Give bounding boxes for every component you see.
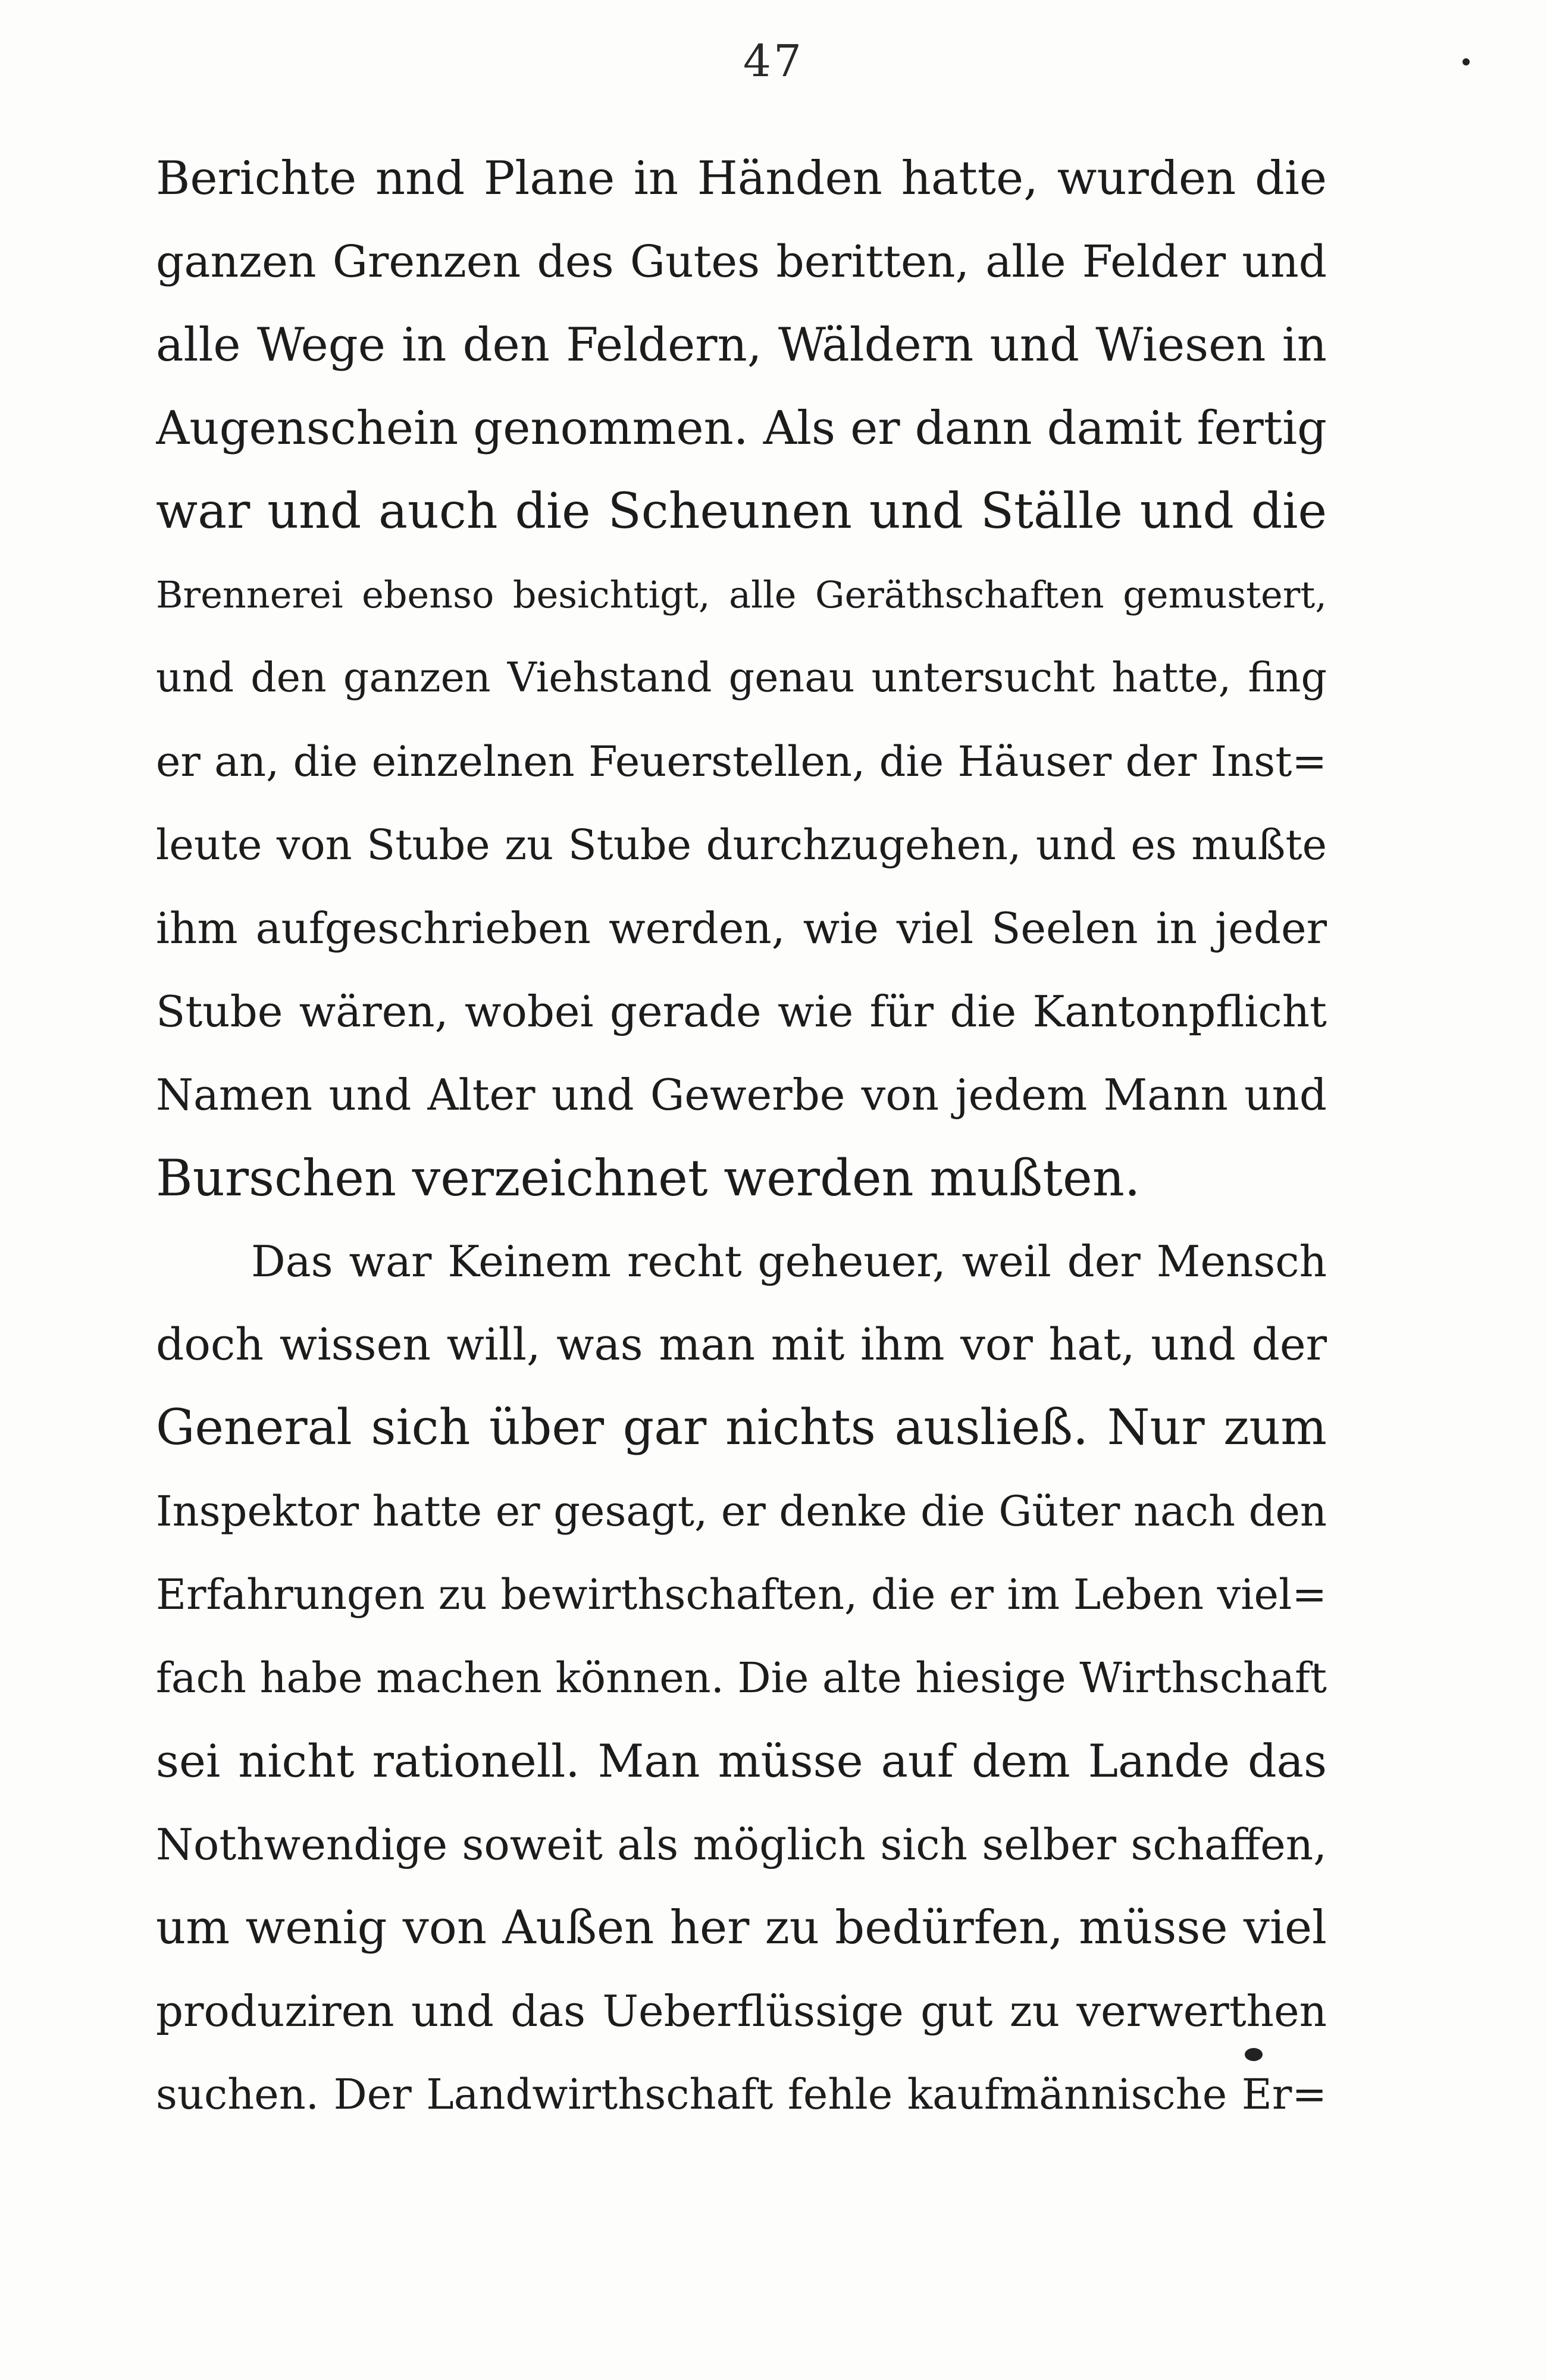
text-line: Brennerei ebenso besichtigt, alle Geräthschaften gemustert, xyxy=(156,573,1327,616)
paragraph xyxy=(156,1220,1327,2136)
text-line: suchen. Der Landwirthschaft fehle kaufmännische Er= xyxy=(156,2070,1327,2119)
text-line: Augenschein genommen. Als er dann damit fertig xyxy=(156,402,1327,455)
body-text xyxy=(156,137,1327,2136)
text-line: Burschen verzeichnet werden mußten. xyxy=(156,1149,1141,1207)
text-line: Namen und Alter und Gewerbe von jedem Mann und xyxy=(156,1070,1327,1120)
text-line: um wenig von Außen her zu bedürfen, müsse viel xyxy=(156,1901,1327,1955)
text-line: Berichte nnd Plane in Händen hatte, wurden die xyxy=(156,152,1327,205)
text-line: war und auch die Scheunen und Ställe und die xyxy=(156,483,1327,540)
text-line: General sich über gar nichts ausließ. Nur zum xyxy=(156,1399,1327,1456)
text-line: und den ganzen Viehstand genau untersucht hatte, fing xyxy=(156,654,1327,702)
text-line: sei nicht rationell. Man müsse auf dem Lande das xyxy=(156,1734,1327,1787)
text-line: Nothwendige soweit als möglich sich selber schaffen, xyxy=(156,1820,1327,1869)
text-line: Inspektor hatte er gesagt, er denke die Güter nach den xyxy=(156,1487,1327,1536)
text-line: leute von Stube zu Stube durchzugehen, und es mußte xyxy=(156,821,1327,869)
text-line: produziren und das Ueberflüssige gut zu verwerthen xyxy=(156,1986,1327,2036)
text-line: Das war Keinem recht geheuer, weil der Mensch xyxy=(251,1236,1327,1286)
text-line: ganzen Grenzen des Gutes beritten, alle Felder und xyxy=(156,236,1327,287)
ink-speck xyxy=(1463,58,1470,65)
page-number: 47 xyxy=(743,36,804,87)
text-line: fach habe machen können. Die alte hiesige Wirthschaft xyxy=(156,1654,1327,1702)
text-line: doch wissen will, was man mit ihm vor hat, und der xyxy=(156,1319,1327,1370)
ink-speck xyxy=(1245,2048,1263,2061)
text-line: er an, die einzelnen Feuerstellen, die Häuser der Inst= xyxy=(156,737,1327,786)
text-line: Erfahrungen zu bewirthschaften, die er im Leben viel= xyxy=(156,1570,1327,1619)
text-line: alle Wege in den Feldern, Wäldern und Wiesen in xyxy=(156,318,1327,372)
paragraph xyxy=(156,137,1327,1220)
text-line: ihm aufgeschrieben werden, wie viel Seelen in jeder xyxy=(156,903,1327,953)
text-line: Stube wären, wobei gerade wie für die Kantonpflicht xyxy=(156,987,1327,1036)
